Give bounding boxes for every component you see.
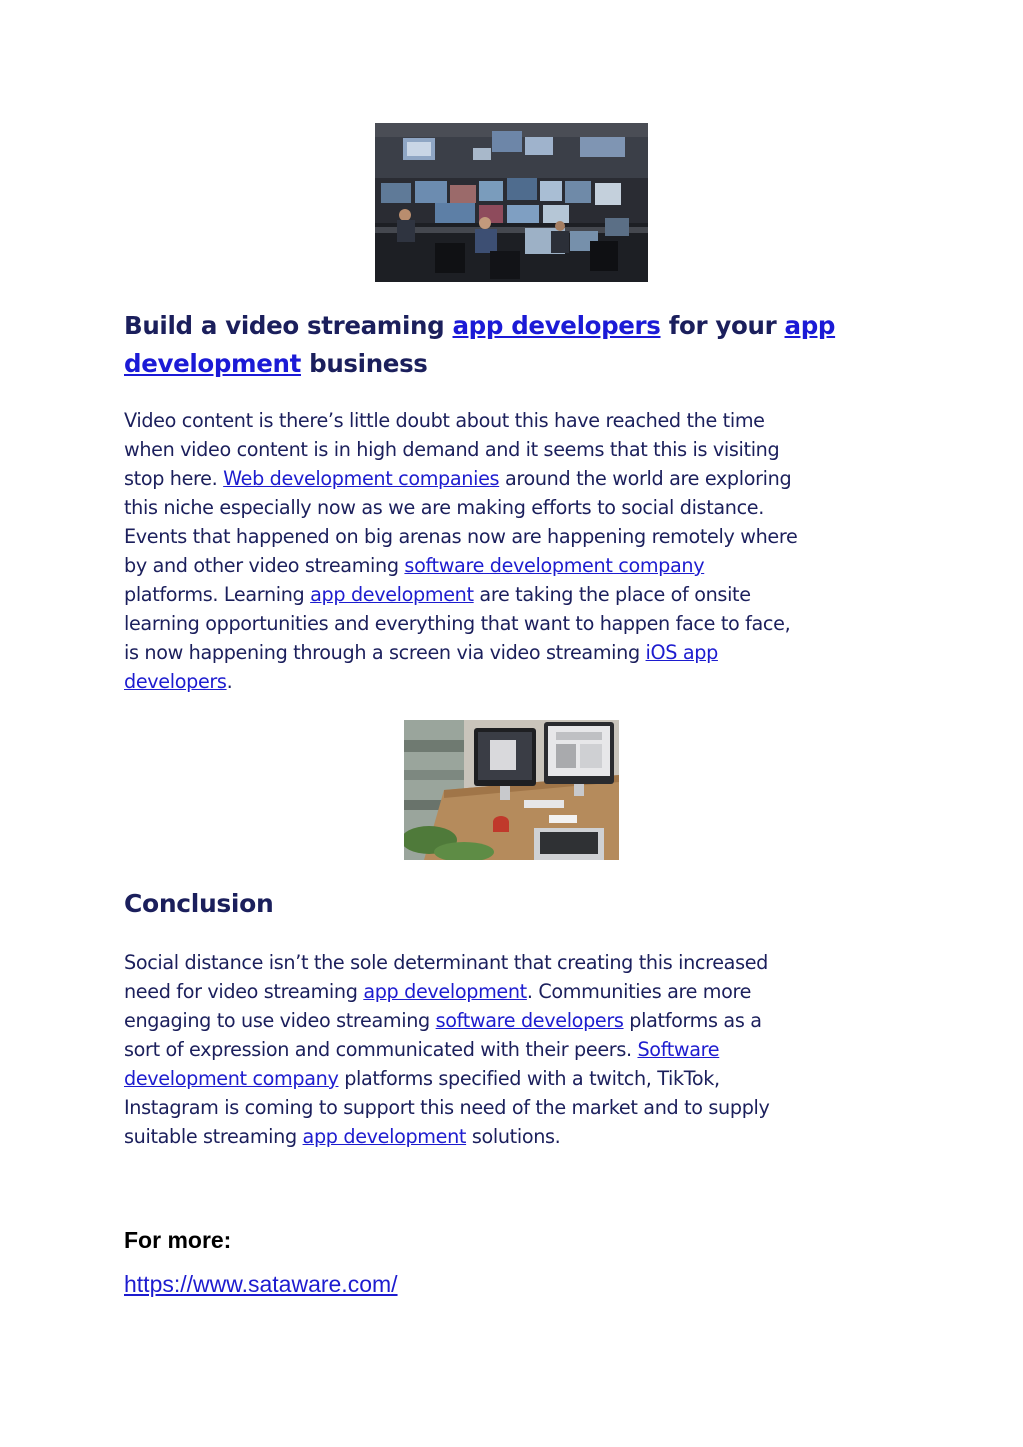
web-development-companies-link[interactable]: Web development companies bbox=[223, 467, 500, 490]
for-more-label: For more: bbox=[124, 1227, 232, 1253]
intro-line-2: when video content is in high demand and it seems that this is visiting bbox=[124, 438, 780, 461]
conclusion-heading: Conclusion bbox=[124, 889, 274, 918]
intro-paragraph bbox=[124, 406, 899, 696]
intro-line-9 bbox=[124, 638, 899, 667]
app-development-link[interactable]: app development bbox=[310, 583, 474, 606]
ios-app-developers-link-cont[interactable]: developers bbox=[124, 670, 227, 693]
title-text-1: Build a video streaming bbox=[124, 311, 453, 340]
software-development-company-link[interactable]: software development company bbox=[404, 554, 705, 577]
app-development-link[interactable]: app development bbox=[302, 1125, 467, 1148]
intro-line-10 bbox=[124, 667, 899, 696]
software-development-company-link[interactable]: Software bbox=[637, 1038, 720, 1061]
intro-line-6 bbox=[124, 551, 899, 580]
title-text-2: for your bbox=[660, 311, 785, 340]
conclusion-line-1: Social distance isn’t the sole determinant that creating this increased bbox=[124, 951, 768, 974]
intro-line-3 bbox=[124, 464, 899, 493]
conclusion-text: need for video streaming bbox=[124, 980, 364, 1003]
intro-line-1: Video content is there’s little doubt about this have reached the time bbox=[124, 409, 765, 432]
intro-text: by and other video streaming bbox=[124, 554, 405, 577]
intro-line-5: Events that happened on big arenas now are happening remotely where bbox=[124, 525, 798, 548]
conclusion-text: sort of expression and communicated with their peers. bbox=[124, 1038, 638, 1061]
ios-app-developers-link[interactable]: iOS app bbox=[645, 641, 718, 664]
conclusion-line-4 bbox=[124, 1035, 899, 1064]
conclusion-line-6: Instagram is coming to support this need of the market and to supply bbox=[124, 1096, 770, 1119]
conclusion-text: . Communities are more bbox=[526, 980, 752, 1003]
conclusion-line-2 bbox=[124, 977, 899, 1006]
website-link[interactable]: https://www.sataware.com/ bbox=[124, 1271, 398, 1297]
article-title bbox=[124, 307, 904, 383]
software-developers-link[interactable]: software developers bbox=[435, 1009, 624, 1032]
development-link[interactable]: development bbox=[124, 349, 301, 378]
intro-text: . bbox=[226, 670, 233, 693]
intro-text: is now happening through a screen via video streaming bbox=[124, 641, 646, 664]
control-room-photo bbox=[375, 123, 648, 282]
app-developers-link[interactable]: app developers bbox=[452, 311, 661, 340]
intro-text: stop here. bbox=[124, 467, 224, 490]
app-link[interactable]: app bbox=[784, 311, 836, 340]
intro-text: are taking the place of onsite bbox=[473, 583, 751, 606]
intro-text: around the world are exploring bbox=[499, 467, 792, 490]
app-development-link[interactable]: app development bbox=[363, 980, 527, 1003]
conclusion-line-7 bbox=[124, 1122, 899, 1151]
conclusion-text: platforms as a bbox=[623, 1009, 762, 1032]
conclusion-paragraph bbox=[124, 948, 899, 1151]
title-text-3: business bbox=[300, 349, 428, 378]
desk-computers-photo bbox=[404, 720, 619, 860]
conclusion-text: engaging to use video streaming bbox=[124, 1009, 436, 1032]
software-development-company-link-cont[interactable]: development company bbox=[124, 1067, 339, 1090]
intro-line-4: this niche especially now as we are making efforts to social distance. bbox=[124, 496, 764, 519]
intro-line-8: learning opportunities and everything that want to happen face to face, bbox=[124, 612, 791, 635]
conclusion-text: suitable streaming bbox=[124, 1125, 303, 1148]
conclusion-text: platforms specified with a twitch, TikTok, bbox=[338, 1067, 720, 1090]
conclusion-text: solutions. bbox=[466, 1125, 561, 1148]
conclusion-line-3 bbox=[124, 1006, 899, 1035]
intro-line-7 bbox=[124, 580, 899, 609]
intro-text: platforms. Learning bbox=[124, 583, 311, 606]
conclusion-line-5 bbox=[124, 1064, 899, 1093]
